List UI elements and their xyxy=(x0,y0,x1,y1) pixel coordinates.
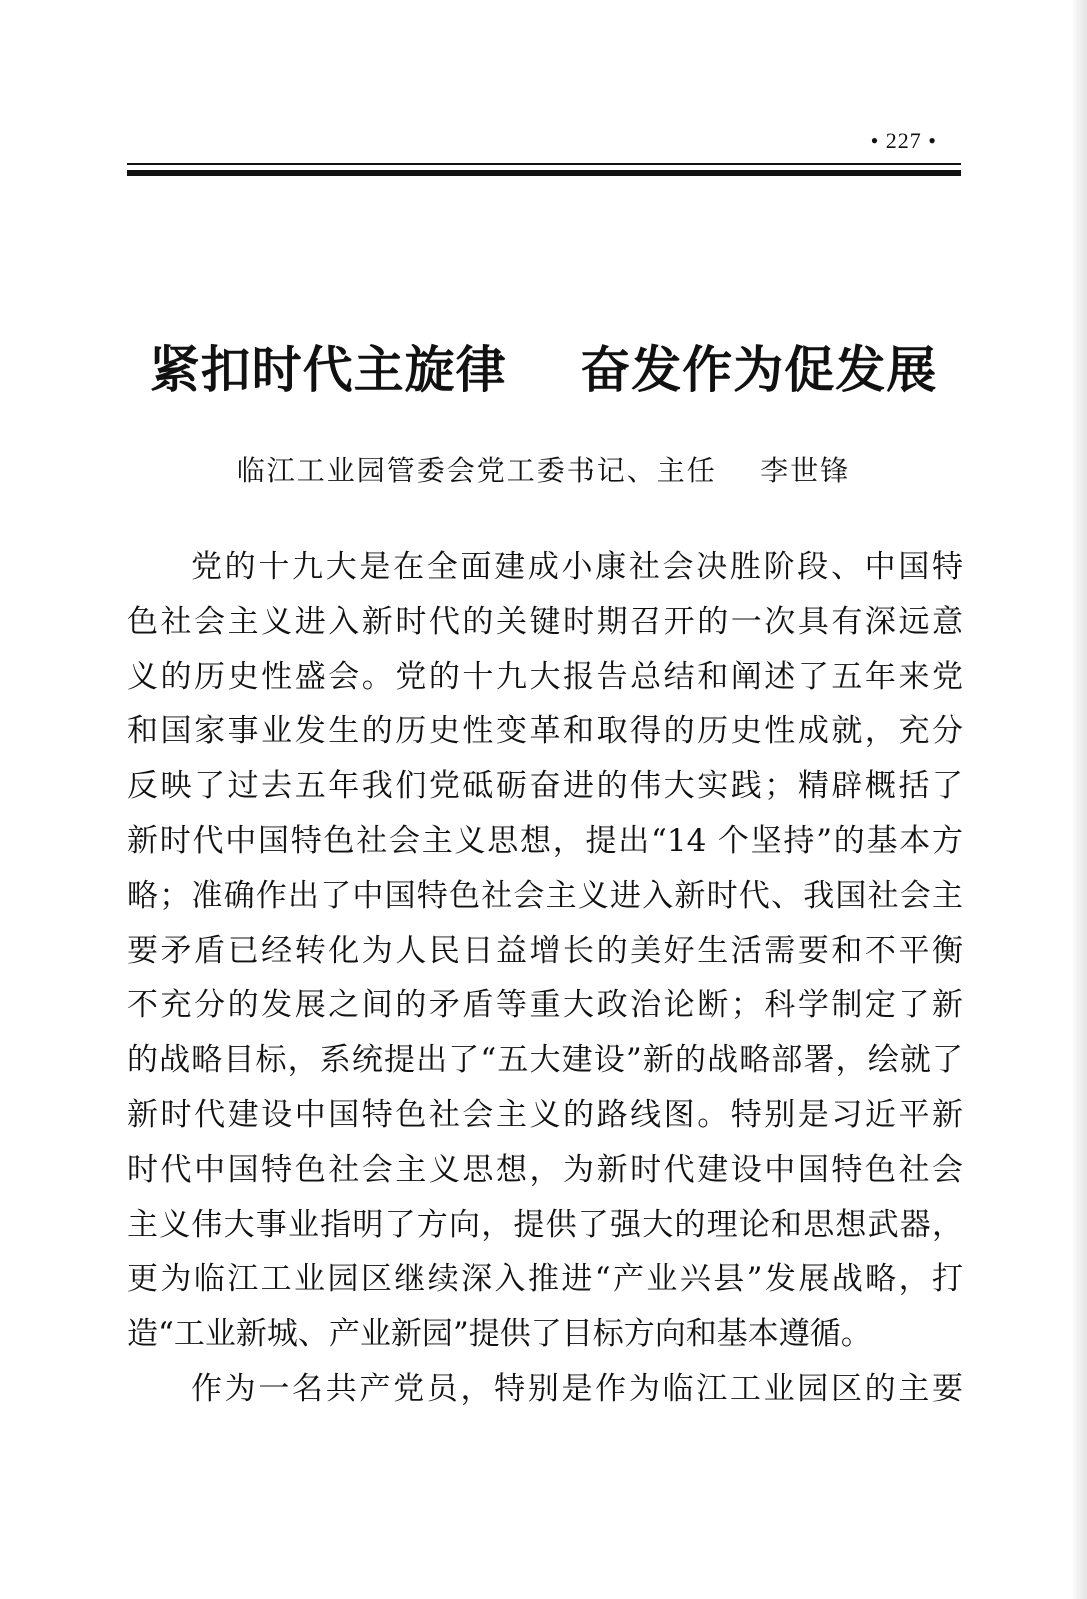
body-line: 和国家事业发生的历史性变革和取得的历史性成就，充分 xyxy=(127,713,963,750)
body-line: 不充分的发展之间的矛盾等重大政治论断；科学制定了新 xyxy=(127,987,963,1024)
header-rule-thin xyxy=(127,163,961,165)
body-line: 要矛盾已经转化为人民日益增长的美好生活需要和不平衡 xyxy=(127,932,963,969)
body-line: 新时代中国特色社会主义思想，提出“14 个坚持”的基本方 xyxy=(127,822,963,859)
body-line: 反映了过去五年我们党砥砺奋进的伟大实践；精辟概括了 xyxy=(127,768,963,805)
body-line: 更为临江工业园区继续深入推进“产业兴县”发展战略，打 xyxy=(127,1261,963,1298)
header-rule-thick xyxy=(127,170,961,176)
body-line: 造“工业新城、产业新园”提供了目标方向和基本遵循。 xyxy=(127,1316,872,1353)
article-title: 紧扣时代主旋律 奋发作为促发展 xyxy=(149,340,938,399)
body-line: 作为一名共产党员，特别是作为临江工业园区的主要 xyxy=(191,1370,963,1407)
body-line: 义的历史性盛会。党的十九大报告总结和阐述了五年来党 xyxy=(127,658,963,695)
body-line: 的战略目标，系统提出了“五大建设”新的战略部署，绘就了 xyxy=(127,1042,963,1079)
page-edge-shadow xyxy=(1073,0,1087,1599)
page-number: • 227 • xyxy=(870,128,937,153)
body-line: 党的十九大是在全面建成小康社会决胜阶段、中国特 xyxy=(191,549,963,585)
body-line: 主义伟大事业指明了方向，提供了强大的理论和思想武器， xyxy=(127,1206,963,1243)
body-line: 新时代建设中国特色社会主义的路线图。特别是习近平新 xyxy=(127,1096,963,1133)
article-byline: 临江工业园管委会党工委书记、主任 李世锋 xyxy=(236,454,851,487)
article-body xyxy=(127,545,963,1422)
body-line: 色社会主义进入新时代的关键时期召开的一次具有深远意 xyxy=(127,603,963,640)
body-line: 略；准确作出了中国特色社会主义进入新时代、我国社会主 xyxy=(127,877,963,914)
body-line: 时代中国特色社会主义思想，为新时代建设中国特色社会 xyxy=(127,1151,963,1188)
